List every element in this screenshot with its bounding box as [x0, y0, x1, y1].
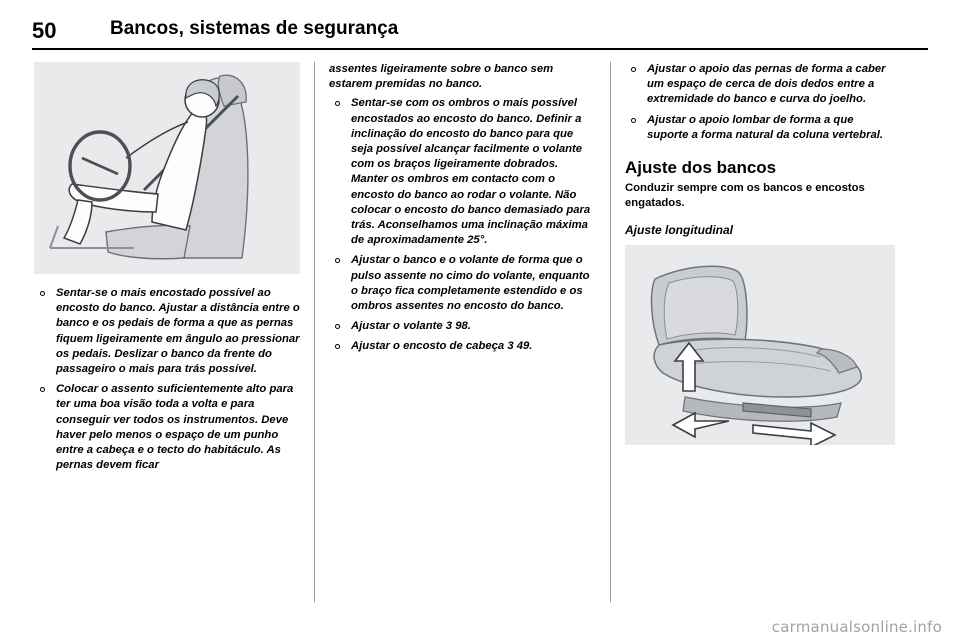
page-number: 50 [32, 18, 57, 43]
page-header [32, 18, 928, 52]
list-item [34, 382, 300, 473]
list-item [34, 286, 300, 377]
list-item-text: Ajustar o encosto de cabeça 3 49. [351, 340, 533, 353]
list-item [329, 339, 595, 354]
chapter-title: Bancos, sistemas de segurança [110, 18, 399, 39]
column-3 [625, 62, 895, 445]
section-body-text: Conduzir sempre com os bancos e encostos engatados. [625, 182, 865, 210]
list-item-text: Ajustar o volante 3 98. [351, 320, 471, 333]
subsection-heading-longitudinal: Ajuste longitudinal [625, 223, 733, 238]
column-divider-1 [314, 62, 315, 602]
column-3-bullet-list [625, 62, 895, 143]
list-item-text: Sentar-se o mais encostado possível ao encosto do banco. Ajustar a distância entre o banco e os pedais de forma a que as pernas fiquem ligeiramente em ângulo ao pressionar os pedais. Deslizar o banco da frente do passageiro o mais para trás possível. [56, 287, 300, 376]
watermark: carmanualsonline.info [771, 618, 942, 636]
list-item [329, 96, 595, 248]
seat-adjustment-icon [625, 245, 895, 445]
list-item [329, 319, 595, 334]
section-heading-seat-adjustment: Ajuste dos bancos [625, 158, 777, 178]
list-item [625, 62, 895, 108]
figure-driver-position [34, 62, 300, 274]
list-item-text: Colocar o assento suficientemente alto para ter uma boa visão toda a volta e para conseguir ver todos os instrumentos. Deve haver pelo menos o espaço de um punho entre a cabeça e o tecto do habitáculo. As pernas devem ficar [56, 383, 294, 472]
list-item [329, 253, 595, 314]
figure-seat-adjustment [625, 245, 895, 445]
list-item-text: Sentar-se com os ombros o mais possível encostados ao encosto do banco. Definir a inclinação do encosto do banco para que seja possível alcançar facilmente o volante com os braços ligeiramente dobrados. Manter os ombros em contacto com o encosto do banco ao rodar o volante. Não colocar o encosto do banco demasiado para trás. Aconselhamos uma inclinação máxima de aproximadamente 25°. [351, 97, 591, 247]
driver-seated-position-icon [34, 62, 300, 274]
list-item-text: Ajustar o apoio das pernas de forma a caber um espaço de cerca de dois dedos entre a extremidade do banco e curva do joelho. [647, 63, 886, 106]
list-item-text: Ajustar o apoio lombar de forma a que suporte a forma natural da coluna vertebral. [647, 113, 884, 141]
column-2 [329, 62, 595, 360]
column-2-bullet-list [329, 96, 595, 354]
list-item [625, 113, 895, 143]
column-2-continuation-text: assentes ligeiramente sobre o banco sem estarem premidas no banco. [329, 63, 554, 91]
list-item-text: Ajustar o banco e o volante de forma que o pulso assente no cimo do volante, enquanto o braço fica completamente estendido e os ombros assentes no encosto do banco. [351, 254, 590, 313]
column-divider-2 [610, 62, 611, 602]
column-1-bullet-list [34, 286, 300, 473]
column-1 [34, 62, 300, 478]
header-divider [32, 48, 928, 50]
